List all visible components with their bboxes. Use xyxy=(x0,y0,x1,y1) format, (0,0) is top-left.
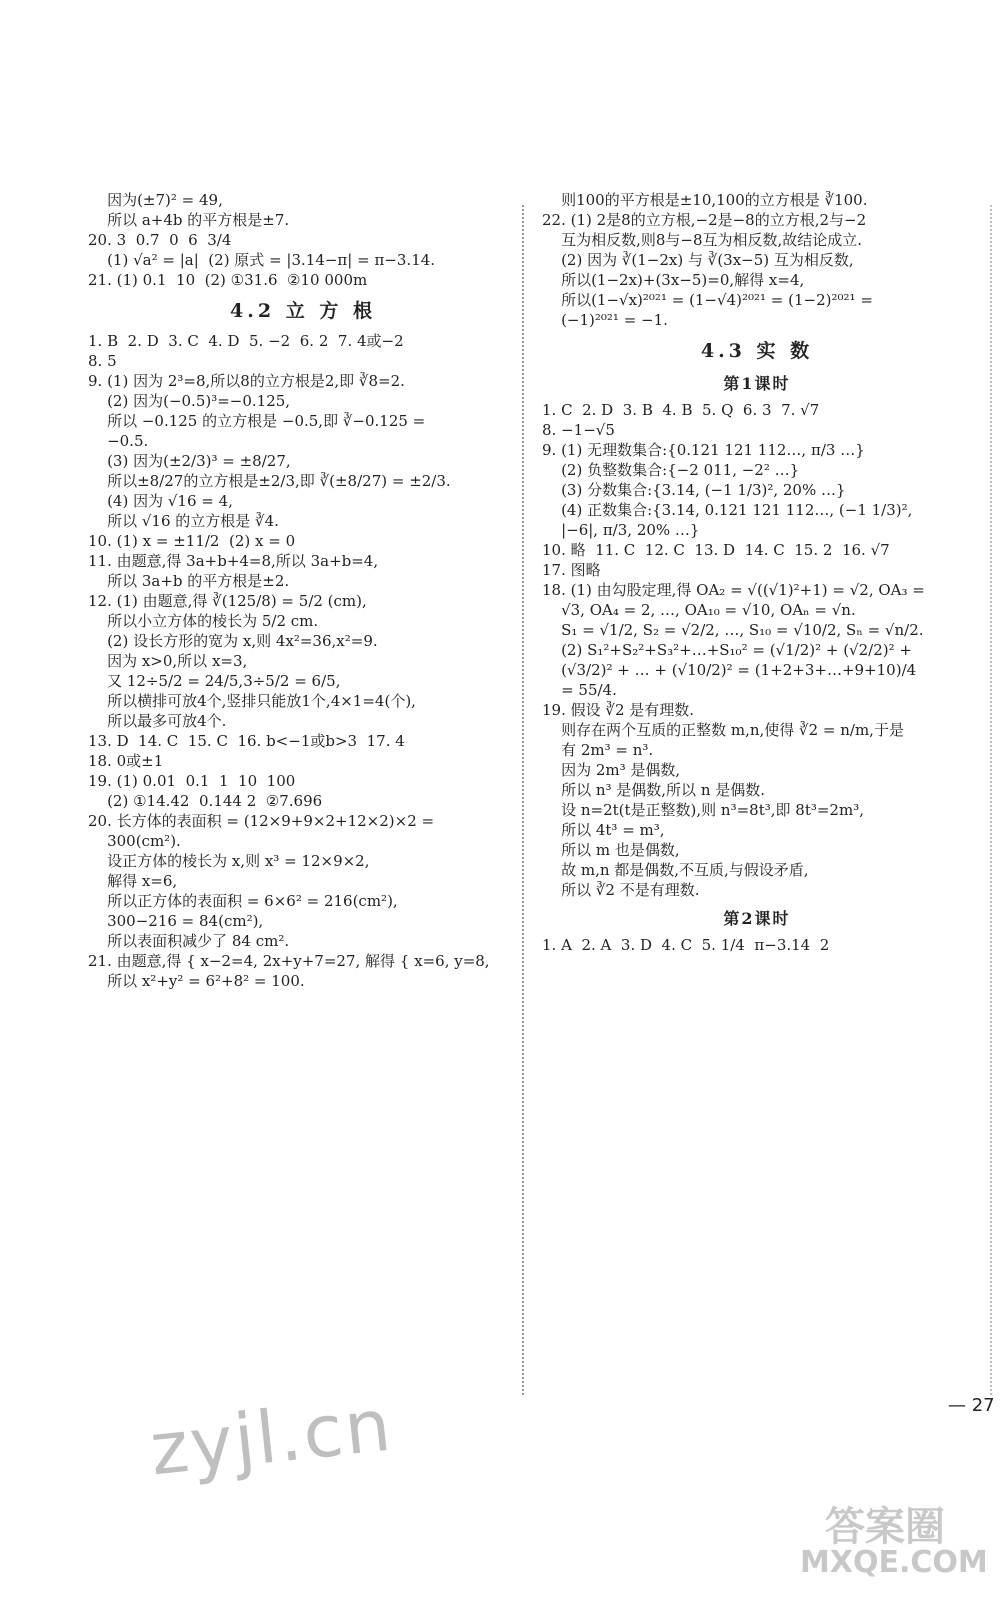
answer-line: 所以 −0.125 的立方根是 −0.5,即 ∛−0.125 = xyxy=(88,412,426,430)
answer-line: |−6|, π/3, 20% …} xyxy=(542,521,700,539)
answer-line: 9. (1) 因为 2³=8,所以8的立方根是2,即 ∛8=2. xyxy=(88,372,405,390)
answer-line: 所以(1−2x)+(3x−5)=0,解得 x=4, xyxy=(542,271,805,289)
answer-line: S₁ = √1/2, S₂ = √2/2, …, S₁₀ = √10/2, Sₙ = √n/2. xyxy=(542,621,924,639)
answer-line: 1. C 2. D 3. B 4. B 5. Q 6. 3 7. √7 xyxy=(542,401,820,419)
answer-line: (2) S₁²+S₂²+S₃²+…+S₁₀² = (√1/2)² + (√2/2)² + xyxy=(542,641,912,659)
answer-line: (4) 因为 √16 = 4, xyxy=(88,492,233,510)
answer-line: 所以 4t³ = m³, xyxy=(542,821,665,839)
answer-line: 则100的平方根是±10,100的立方根是 ∛100. xyxy=(542,191,868,209)
answer-line: 19. (1) 0.01 0.1 1 10 100 xyxy=(88,772,296,790)
answer-line: 所以横排可放4个,竖排只能放1个,4×1=4(个), xyxy=(88,692,416,710)
answer-line: 22. (1) 2是8的立方根,−2是−8的立方根,2与−2 xyxy=(542,211,867,229)
answer-line: (2) ①14.42 0.144 2 ②7.696 xyxy=(88,792,323,810)
answer-line: 所以 3a+b 的平方根是±2. xyxy=(88,572,290,590)
answer-line: (−1)²⁰²¹ = −1. xyxy=(542,311,668,329)
answer-line: (2) 因为(−0.5)³=−0.125, xyxy=(88,392,291,410)
answer-line: 所以±8/27的立方根是±2/3,即 ∛(±8/27) = ±2/3. xyxy=(88,472,451,490)
left-column xyxy=(88,190,518,991)
answer-line: √3, OA₄ = 2, …, OA₁₀ = √10, OAₙ = √n. xyxy=(542,601,856,619)
answer-line: (4) 正数集合:{3.14, 0.121 121 112…, (−1 1/3)², xyxy=(542,501,913,519)
answer-line: (2) 因为 ∛(1−2x) 与 ∛(3x−5) 互为相反数, xyxy=(542,251,854,269)
answer-line: 解得 x=6, xyxy=(88,872,178,890)
answer-line: 所以 m 也是偶数, xyxy=(542,841,680,859)
watermark-zyjl: zyjl.cn xyxy=(146,1382,397,1492)
answer-line: 13. D 14. C 15. C 16. b<−1或b>3 17. 4 xyxy=(88,732,405,750)
right-column xyxy=(542,190,972,955)
answer-line: 设正方体的棱长为 x,则 x³ = 12×9×2, xyxy=(88,852,370,870)
page-number: — 27 xyxy=(948,1395,995,1416)
answer-line: 所以 ∛2 不是有理数. xyxy=(542,881,700,899)
answer-line: 21. 由题意,得 { x−2=4, 2x+y+7=27, 解得 { x=6, y=8, xyxy=(88,952,490,970)
answer-line: (1) √a² = |a| (2) 原式 = |3.14−π| = π−3.14. xyxy=(88,251,436,269)
answer-line: 1. A 2. A 3. D 4. C 5. 1/4 π−3.14 2 xyxy=(542,936,830,954)
answer-line: (3) 分数集合:{3.14, (−1 1/3)², 20% …} xyxy=(542,481,846,499)
answer-line: (√3/2)² + … + (√10/2)² = (1+2+3+…+9+10)/4 xyxy=(542,661,917,679)
watermark-logo: 答案圈 xyxy=(825,1504,945,1550)
answer-line: 8. −1−√5 xyxy=(542,421,615,439)
section-title-4-3: 4.3 实 数 xyxy=(700,340,814,362)
answer-line: 互为相反数,则8与−8互为相反数,故结论成立. xyxy=(542,231,863,249)
answer-line: 因为 x>0,所以 x=3, xyxy=(88,652,248,670)
answer-line: 10. 略 11. C 12. C 13. D 14. C 15. 2 16. √7 xyxy=(542,541,890,559)
answer-line: 8. 5 xyxy=(88,352,117,370)
answer-line: (3) 因为(±2/3)³ = ±8/27, xyxy=(88,452,291,470)
answer-line: 10. (1) x = ±11/2 (2) x = 0 xyxy=(88,532,296,550)
answer-line: 有 2m³ = n³. xyxy=(542,741,654,759)
answer-line: 设 n=2t(t是正整数),则 n³=8t³,即 8t³=2m³, xyxy=(542,801,864,819)
answer-line: = 55/4. xyxy=(542,681,617,699)
answer-line: 又 12÷5/2 = 24/5,3÷5/2 = 6/5, xyxy=(88,672,341,690)
answer-line: 18. 0或±1 xyxy=(88,752,164,770)
answer-line: 所以 √16 的立方根是 ∛4. xyxy=(88,512,279,530)
answer-line: 所以正方体的表面积 = 6×6² = 216(cm²), xyxy=(88,892,398,910)
answer-line: −0.5. xyxy=(88,432,149,450)
answer-line: 所以表面积减少了 84 cm². xyxy=(88,932,290,950)
watermark-url: MXQE.COM xyxy=(800,1545,988,1580)
answer-line: 所以小立方体的棱长为 5/2 cm. xyxy=(88,612,319,630)
answer-line: 所以 x²+y² = 6²+8² = 100. xyxy=(88,972,305,990)
answer-line: 18. (1) 由勾股定理,得 OA₂ = √((√1)²+1) = √2, OA₃ = xyxy=(542,581,925,599)
lesson-title-1: 第1课时 xyxy=(723,374,791,393)
answer-line: (2) 设长方形的宽为 x,则 4x²=36,x²=9. xyxy=(88,632,378,650)
answer-line: 1. B 2. D 3. C 4. D 5. −2 6. 2 7. 4或−2 xyxy=(88,332,404,350)
answer-line: 所以(1−√x)²⁰²¹ = (1−√4)²⁰²¹ = (1−2)²⁰²¹ = xyxy=(542,291,873,309)
lesson-title-2: 第2课时 xyxy=(723,909,791,928)
answer-line: 300(cm²). xyxy=(88,832,181,850)
answer-line: 所以最多可放4个. xyxy=(88,712,227,730)
answer-line: 因为(±7)² = 49, xyxy=(88,191,223,209)
answer-line: 300−216 = 84(cm²), xyxy=(88,912,264,930)
answer-line: 故 m,n 都是偶数,不互质,与假设矛盾, xyxy=(542,861,809,879)
answer-line: 20. 长方体的表面积 = (12×9+9×2+12×2)×2 = xyxy=(88,812,435,830)
answer-line: (2) 负整数集合:{−2 011, −2² …} xyxy=(542,461,800,479)
answer-line: 20. 3 0.7 0 6 3/4 xyxy=(88,231,232,249)
answer-line: 则存在两个互质的正整数 m,n,使得 ∛2 = n/m,于是 xyxy=(542,721,904,739)
page-edge-divider xyxy=(990,205,992,1395)
answer-line: 所以 a+4b 的平方根是±7. xyxy=(88,211,290,229)
answer-line: 因为 2m³ 是偶数, xyxy=(542,761,681,779)
answer-line: 11. 由题意,得 3a+b+4=8,所以 3a+b=4, xyxy=(88,552,379,570)
column-divider xyxy=(522,205,524,1395)
answer-line: 12. (1) 由题意,得 ∛(125/8) = 5/2 (cm), xyxy=(88,592,367,610)
answer-line: 17. 图略 xyxy=(542,561,601,579)
answer-line: 19. 假设 ∛2 是有理数. xyxy=(542,701,695,719)
answer-line: 9. (1) 无理数集合:{0.121 121 112…, π/3 …} xyxy=(542,441,865,459)
answer-line: 所以 n³ 是偶数,所以 n 是偶数. xyxy=(542,781,766,799)
section-title-4-2: 4.2 立 方 根 xyxy=(230,300,376,322)
answer-line: 21. (1) 0.1 10 (2) ①31.6 ②10 000m xyxy=(88,271,368,289)
